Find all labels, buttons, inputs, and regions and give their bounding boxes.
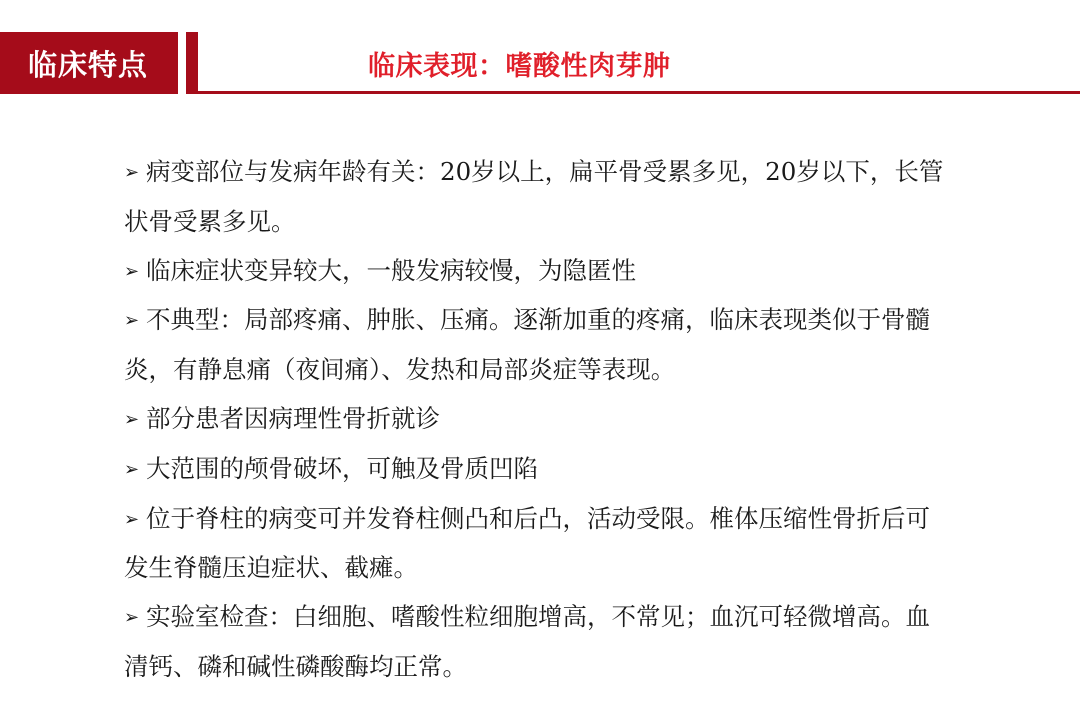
arrow-bullet-icon: ➢	[124, 162, 140, 183]
bullet-text: 临床症状变异较大，一般发病较慢，为隐匿性	[146, 255, 636, 285]
bullet-text: 实验室检查：白细胞、嗜酸性粒细胞增高，不常见；血沉可轻微增高。血清钙、磷和碱性磷酸酶均正常。	[124, 602, 930, 681]
header-underline	[186, 91, 1080, 94]
bullet-text: 大范围的颅骨破坏，可触及骨质凹陷	[146, 453, 538, 483]
arrow-bullet-icon: ➢	[124, 607, 140, 629]
bullet-text: 不典型：局部疼痛、肿胀、压痛。逐渐加重的疼痛，临床表现类似于骨髓炎，有静息痛（夜间痛）、发热和局部炎症等表现。	[124, 305, 930, 385]
arrow-bullet-icon: ➢	[124, 408, 140, 430]
bullet-text: 病变部位与发病年龄有关：20岁以上，扁平骨受累多见，20岁以下，长管状骨受累多见。	[124, 157, 944, 236]
slide-title: 临床表现：嗜酸性肉芽肿	[368, 51, 671, 82]
bullet-item	[124, 296, 954, 395]
section-label: 临床特点	[28, 47, 149, 82]
bullet-item	[124, 593, 954, 692]
bullet-item	[124, 395, 954, 445]
bullet-item	[124, 445, 954, 495]
bullet-item	[124, 148, 954, 247]
section-header-block	[0, 32, 178, 94]
bullet-list	[124, 148, 954, 692]
header-divider-stripe	[186, 32, 198, 94]
bullet-text: 部分患者因病理性骨折就诊	[146, 403, 440, 433]
bullet-item	[124, 247, 954, 297]
arrow-bullet-icon: ➢	[124, 310, 140, 332]
arrow-bullet-icon: ➢	[124, 458, 140, 480]
arrow-bullet-icon: ➢	[124, 508, 140, 530]
arrow-bullet-icon: ➢	[124, 260, 140, 282]
bullet-item	[124, 495, 954, 594]
bullet-text: 位于脊柱的病变可并发脊柱侧凸和后凸，活动受限。椎体压缩性骨折后可发生脊髓压迫症状、截瘫。	[124, 503, 930, 583]
